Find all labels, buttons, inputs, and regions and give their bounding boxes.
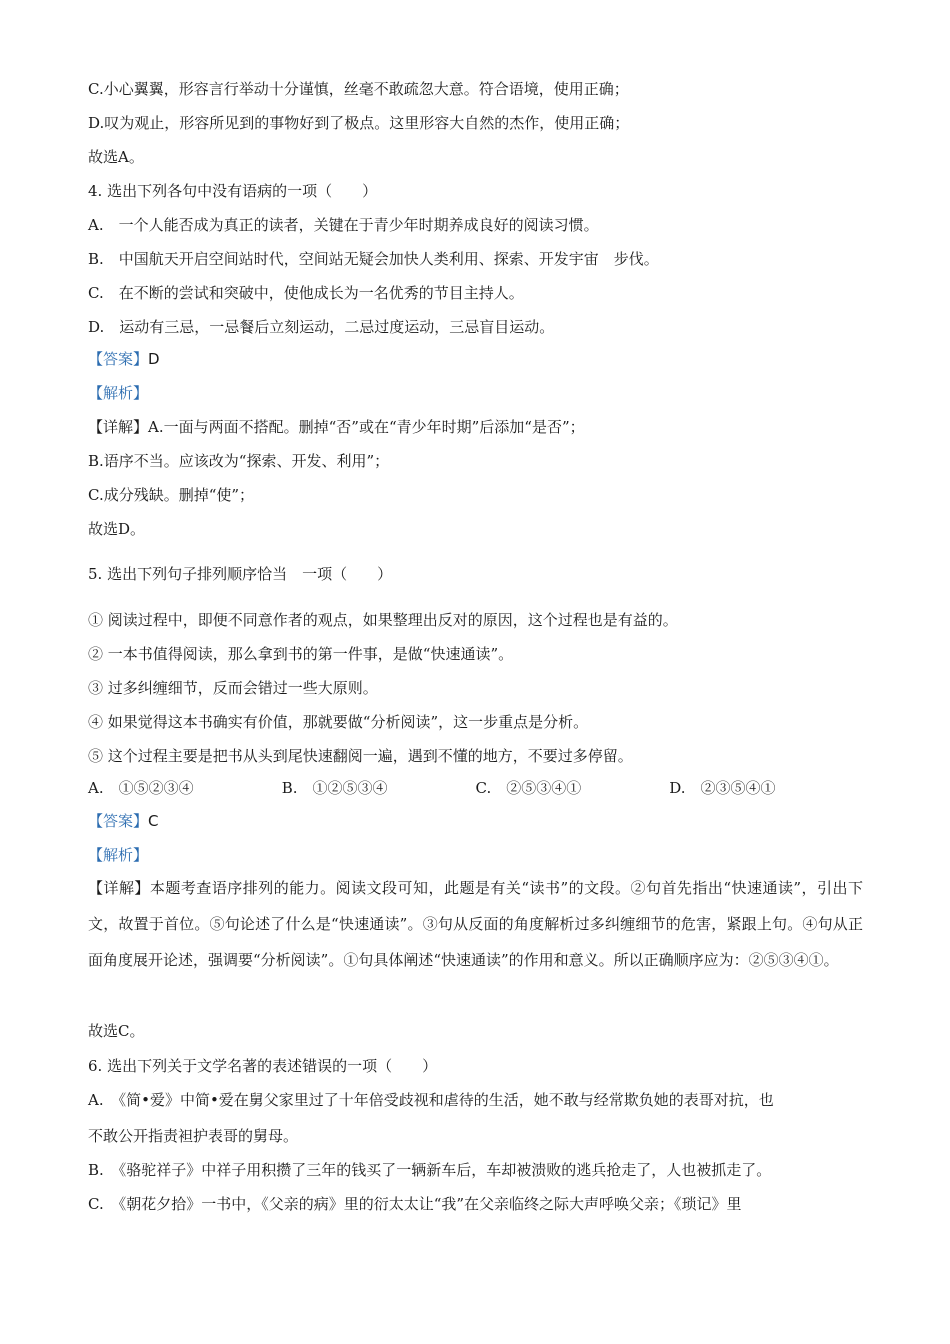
q6-option-c: C. 《朝花夕拾》一书中，《父亲的病》里的衍太太让“我”在父亲临终之际大声呼唤父亲；《琐记》里 [88,1195,742,1213]
q5-options [88,777,863,799]
q4-detail-line: 故选D。 [88,520,146,538]
text-line: 故选A。 [88,148,144,166]
text-line: C.小心翼翼，形容言行举动十分谨慎，丝毫不敢疏忽大意。符合语境，使用正确； [88,80,629,98]
q4-analysis-label: 【解析】 [88,384,149,402]
q4-option-a: A. 一个人能否成为真正的读者，关键在于青少年时期养成良好的阅读习惯。 [88,216,599,234]
answer-value: D [148,350,160,368]
answer-label: 【答案】 [88,812,149,830]
text-line: D.叹为观止，形容所见到的事物好到了极点。这里形容大自然的杰作，使用正确； [88,114,630,132]
q5-conclusion: 故选C。 [88,1022,145,1040]
q4-option-c: C. 在不断的尝试和突破中，使他成长为一名优秀的节目主持人。 [88,284,524,302]
q4-detail-line: C.成分残缺。删掉“使”； [88,486,255,504]
q6-option-b: B. 《骆驼祥子》中祥子用积攒了三年的钱买了一辆新车后，车却被溃败的逃兵抢走了，人也被抓走了。 [88,1161,772,1179]
answer-value: C [148,812,159,830]
q5-sentence-4: ④ 如果觉得这本书确实有价值，那就要做“分析阅读”，这一步重点是分析。 [88,713,589,731]
q5-sentence-1: ① 阅读过程中，即便不同意作者的观点，如果整理出反对的原因，这个过程也是有益的。 [88,611,678,629]
q4-detail-line: B.语序不当。应该改为“探索、开发、利用”； [88,452,390,470]
q5-option-d: D. ②③⑤④① [669,779,776,797]
q6-option-a: A. 《简•爱》中简•爱在舅父家里过了十年倍受歧视和虐待的生活，她不敢与经常欺负她的表哥对抗，也 [88,1091,774,1109]
question-5-title: 5. 选出下列句子排列顺序恰当 一项（ ） [88,565,393,583]
q5-sentence-3: ③ 过多纠缠细节，反而会错过一些大原则。 [88,679,378,697]
q5-detail-paragraph: 【详解】本题考查语序排列的能力。阅读文段可知，此题是有关“读书”的文段。②句首先指出“快速通读”，引出下文，故置于首位。⑤句论述了什么是“快速通读”。③句从反面的角度解析过多纠缠细节的危害，紧跟上句。④句从正面角度展开论述，强调要“分析阅读”。①句具体阐述“快速通读”的作用和意义。所以正确顺序应为：②⑤③④①。 [88,879,863,969]
q5-option-a: A. ①⑤②③④ [88,779,194,797]
q5-sentence-5: ⑤ 这个过程主要是把书从头到尾快速翻阅一遍，遇到不懂的地方，不要过多停留。 [88,747,633,765]
q5-analysis-label: 【解析】 [88,846,149,864]
q6-option-a-cont: 不敢公开指责袒护表哥的舅母。 [88,1127,299,1145]
q4-answer [88,348,160,370]
q5-sentence-2: ② 一本书值得阅读，那么拿到书的第一件事，是做“快速通读”。 [88,645,514,663]
q5-option-c: C. ②⑤③④① [475,779,582,797]
q5-option-b: B. ①②⑤③④ [281,779,388,797]
question-4-title: 4. 选出下列各句中没有语病的一项（ ） [88,182,378,200]
q4-option-b: B. 中国航天开启空间站时代，空间站无疑会加快人类利用、探索、开发宇宙 步伐。 [88,250,659,268]
q5-answer [88,810,159,832]
answer-label: 【答案】 [88,350,149,368]
question-6-title: 6. 选出下列关于文学名著的表述错误的一项（ ） [88,1057,438,1075]
q4-detail-line: 【详解】A.一面与两面不搭配。删掉“否”或在“青少年时期”后添加“是否”； [88,418,585,436]
q4-option-d: D. 运动有三忌，一忌餐后立刻运动，二忌过度运动，三忌盲目运动。 [88,318,555,336]
